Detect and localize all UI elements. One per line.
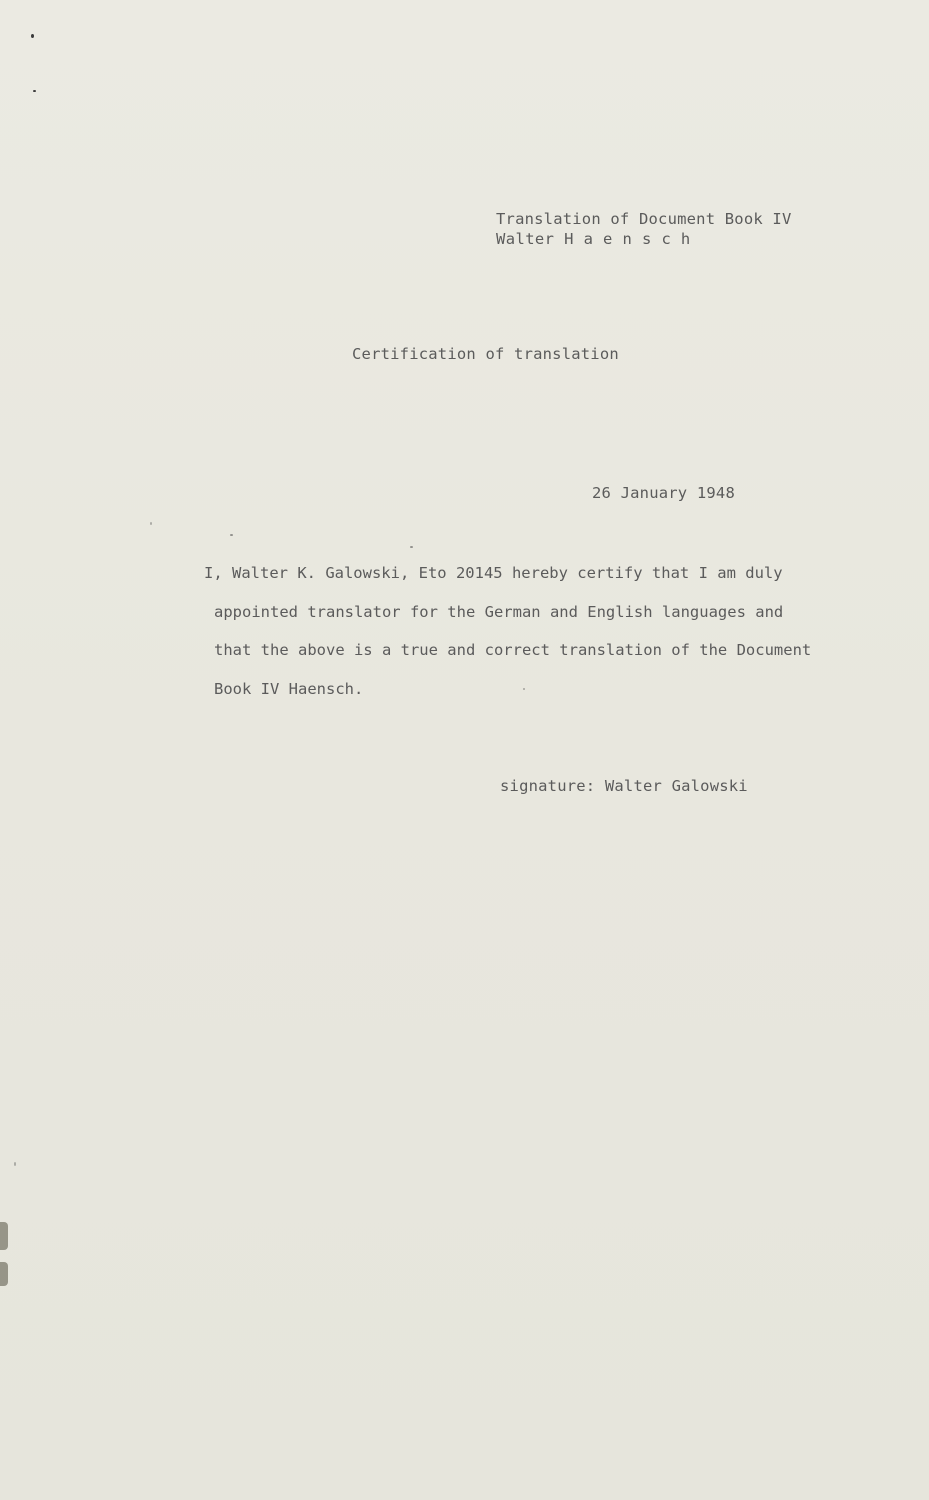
paper-speck <box>14 1162 16 1166</box>
paragraph-line: Book IV Haensch. <box>214 679 364 698</box>
page-title: Certification of translation <box>352 345 619 363</box>
signature-line: signature: Walter Galowski <box>500 777 748 795</box>
paper-speck <box>33 90 36 92</box>
binding-mark <box>0 1262 8 1286</box>
paper-speck <box>410 546 413 548</box>
paper-speck <box>31 34 34 38</box>
defendant-name: Walter H a e n s c h <box>496 230 691 248</box>
paragraph-line: appointed translator for the German and English languages and <box>214 602 784 621</box>
paragraph-line: that the above is a true and correct translation of the Document <box>214 641 812 659</box>
paragraph-line: I, Walter K. Galowski, Eto 20145 hereby certify that I am duly <box>204 564 783 582</box>
paper-speck <box>150 522 152 525</box>
document-reference: Translation of Document Book IV <box>496 210 792 228</box>
document-date: 26 January 1948 <box>592 484 735 502</box>
paper-speck <box>523 688 525 690</box>
binding-mark <box>0 1222 8 1250</box>
certification-paragraph <box>204 563 844 717</box>
paper-speck <box>230 534 233 536</box>
